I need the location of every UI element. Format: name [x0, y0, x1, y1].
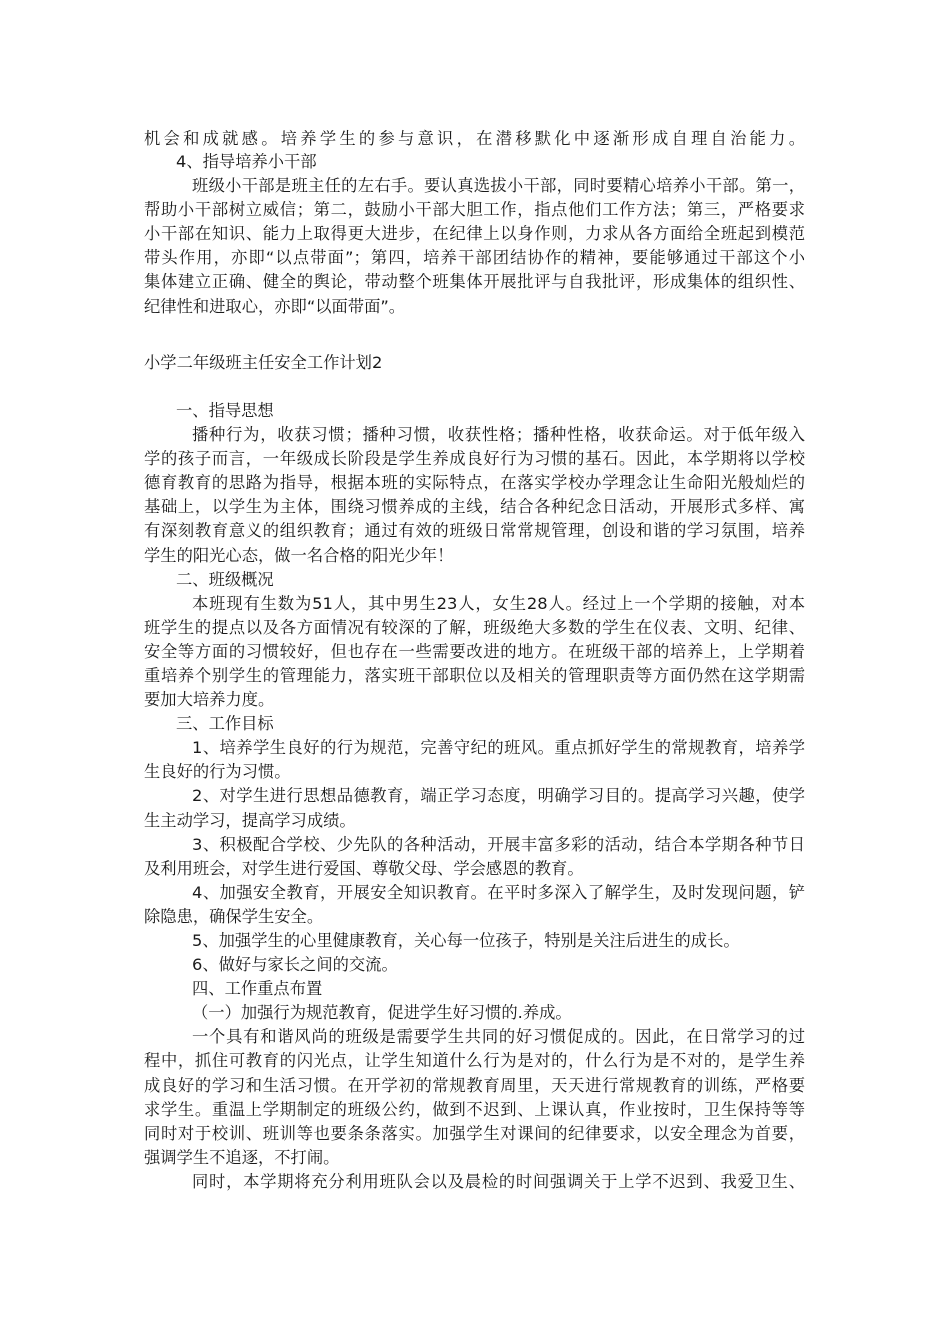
- text-line: 播种行为，收获习惯；播种习惯，收获性格；播种性格，收获命运。对于低年级入: [192, 425, 805, 444]
- text-line: 生主动学习，提高学习成绩。: [144, 811, 356, 830]
- text-line: 求学生。重温上学期制定的班级公约，做到不迟到、上课认真，作业按时，卫生保持等等: [144, 1100, 805, 1119]
- text-line: 2、对学生进行思想品德教育，端正学习态度，明确学习目的。提高学习兴趣，使学: [192, 786, 805, 805]
- text-line: 3、积极配合学校、少先队的各种活动，开展丰富多彩的活动，结合本学期各种节日: [192, 835, 805, 854]
- text-line: 除隐患，确保学生安全。: [144, 907, 324, 926]
- text-line: 1、培养学生良好的行为规范，完善守纪的班风。重点抓好学生的常规教育，培养学: [192, 738, 805, 757]
- text-line: 小干部在知识、能力上取得更大进步，在纪律上以身作则，力求从各方面给全班起到模范: [144, 224, 805, 243]
- text-line: 6、做好与家长之间的交流。: [192, 955, 398, 974]
- section-heading: 三、工作目标: [176, 714, 274, 733]
- text-line: 4、加强安全教育，开展安全知识教育。在平时多深入了解学生，及时发现问题，铲: [192, 883, 805, 902]
- text-line: 学生的阳光心态，做一名合格的阳光少年！: [144, 546, 454, 565]
- text-line: 机会和成就感。培养学生的参与意识，在潜移默化中逐渐形成自理自治能力。: [144, 129, 805, 148]
- section-heading: 4、指导培养小干部: [176, 152, 317, 171]
- text-line: 强调学生不追逐，不打闹。: [144, 1148, 340, 1167]
- text-line: 5、加强学生的心里健康教育，关心每一位孩子，特别是关注后进生的成长。: [192, 931, 740, 950]
- text-line: 有深刻教育意义的组织教育；通过有效的班级日常常规管理，创设和谐的学习氛围，培养: [144, 521, 805, 540]
- text-line: 同时对于校训、班训等也要条条落实。加强学生对课间的纪律要求，以安全理念为首要，: [144, 1124, 805, 1143]
- text-line: 及利用班会，对学生进行爱国、尊敬父母、学会感恩的教育。: [144, 859, 584, 878]
- text-line: 要加大培养力度。: [144, 690, 275, 709]
- document-title: 小学二年级班主任安全工作计划2: [144, 353, 383, 372]
- text-line: 纪律性和进取心，亦即“以面带面”。: [144, 297, 406, 316]
- text-line: 同时，本学期将充分利用班队会以及晨检的时间强调关于上学不迟到、我爱卫生、: [192, 1172, 805, 1191]
- text-line: 学的孩子而言，一年级成长阶段是学生养成良好行为习惯的基石。因此，本学期将以学校: [144, 449, 805, 468]
- text-line: 成良好的学习和生活习惯。在开学初的常规教育周里，天天进行常规教育的训练，严格要: [144, 1076, 805, 1095]
- text-line: 集体建立正确、健全的舆论，带动整个班集体开展批评与自我批评，形成集体的组织性、: [144, 272, 805, 291]
- subsection-heading: （一）加强行为规范教育，促进学生好习惯的.养成。: [192, 1003, 572, 1022]
- text-line: 基础上，以学生为主体，围绕习惯养成的主线，结合各种纪念日活动，开展形式多样、寓: [144, 497, 805, 516]
- text-line: 生良好的行为习惯。: [144, 762, 291, 781]
- text-line: 带头作用，亦即“以点带面”；第四，培养干部团结协作的精神，要能够通过干部这个小: [144, 248, 805, 267]
- section-heading: 二、班级概况: [176, 570, 274, 589]
- text-line: 安全等方面的习惯较好，但也存在一些需要改进的地方。在班级干部的培养上，上学期着: [144, 642, 805, 661]
- text-line: 班级小干部是班主任的左右手。要认真选拔小干部，同时要精心培养小干部。第一，: [192, 176, 805, 195]
- text-line: 本班现有生数为51人，其中男生23人，女生28人。经过上一个学期的接触，对本: [192, 594, 805, 613]
- section-heading: 四、工作重点布置: [192, 979, 323, 998]
- text-line: 重培养个别学生的管理能力，落实班干部职位以及相关的管理职责等方面仍然在这学期需: [144, 666, 805, 685]
- text-line: 德育教育的思路为指导，根据本班的实际特点，在落实学校办学理念让生命阳光般灿烂的: [144, 473, 805, 492]
- text-line: 班学生的提点以及各方面情况有较深的了解，班级绝大多数的学生在仪表、文明、纪律、: [144, 618, 805, 637]
- section-heading: 一、指导思想: [176, 401, 274, 420]
- text-line: 帮助小干部树立威信；第二，鼓励小干部大胆工作，指点他们工作方法；第三，严格要求: [144, 200, 805, 219]
- text-line: 程中，抓住可教育的闪光点，让学生知道什么行为是对的，什么行为是不对的，是学生养: [144, 1051, 805, 1070]
- text-line: 一个具有和谐风尚的班级是需要学生共同的好习惯促成的。因此，在日常学习的过: [192, 1027, 805, 1046]
